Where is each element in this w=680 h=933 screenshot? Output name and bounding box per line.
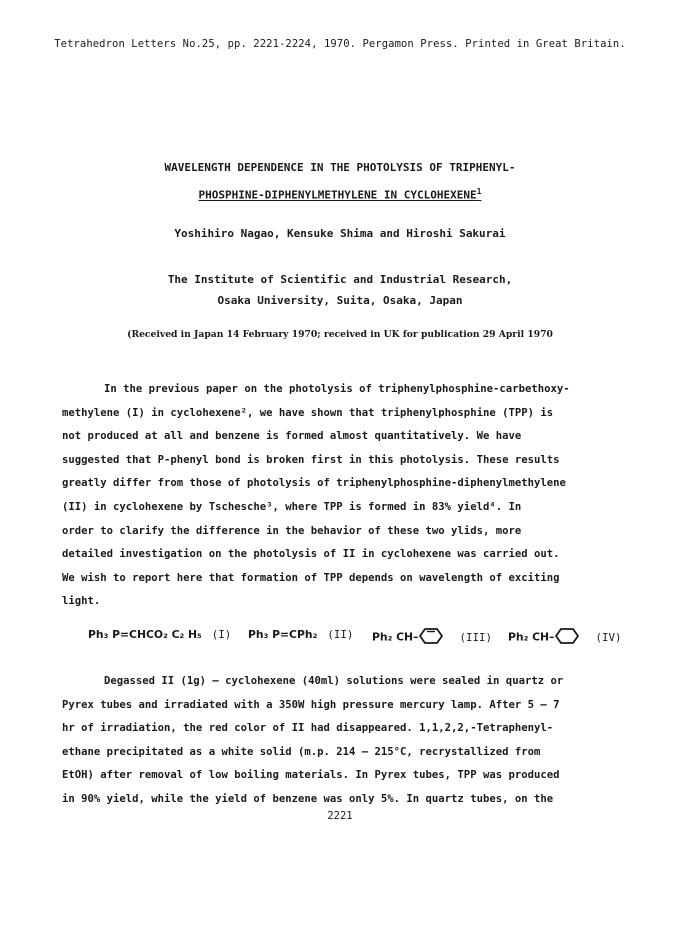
title-line-2	[0, 180, 680, 208]
formula-text: Ph₂ CH–	[508, 630, 555, 644]
paragraph-line: Pyrex tubes and irradiated with a 350W high pressure mercury lamp. After 5 – 7	[62, 698, 560, 711]
paragraph-intro	[62, 378, 622, 614]
formula-text: Ph₂ CH–	[372, 630, 419, 644]
cyclohexenyl-ring-icon	[419, 628, 443, 647]
paragraph-line: (II) in cyclohexene by Tschesche³, where TPP is formed in 83% yield⁴. In	[62, 500, 522, 513]
paragraph-line: detailed investigation on the photolysis of II in cyclohexene was carried out.	[62, 548, 560, 561]
affiliation	[0, 269, 680, 311]
paragraph-line: suggested that P-phenyl bond is broken first in this photolysis. These results	[62, 453, 560, 466]
chemical-formula-row	[0, 628, 680, 652]
paragraph-line: ethane precipitated as a white solid (m.p. 214 – 215°C, recrystallized from	[62, 745, 541, 758]
title-footnote-mark: 1	[476, 187, 482, 196]
paragraph-line: We wish to report here that formation of TPP depends on wavelength of exciting	[62, 571, 560, 584]
paragraph-line: Degassed II (1g) — cyclohexene (40ml) solutions were sealed in quartz or	[104, 675, 564, 687]
paragraph-line: light.	[62, 595, 101, 608]
author-list: Yoshihiro Nagao, Kensuke Shima and Hiroshi Sakurai	[174, 227, 506, 240]
formula-text: Ph₃ P=CHCO₂ C₂ H₅	[88, 628, 202, 641]
cyclohexyl-ring-icon	[555, 628, 579, 647]
paragraph-line: EtOH) after removal of low boiling materials. In Pyrex tubes, TPP was produced	[62, 769, 560, 782]
paragraph-line: greatly differ from those of photolysis of triphenylphosphine-diphenylmethylene	[62, 477, 566, 490]
paragraph-line: not produced at all and benzene is formed almost quantitatively. We have	[62, 430, 522, 443]
formula-IV	[508, 628, 621, 647]
formula-label: (III)	[459, 630, 492, 644]
paragraph-line: in 90% yield, while the yield of benzene was only 5%. In quartz tubes, on the	[62, 792, 554, 805]
formula-label: (II)	[327, 628, 354, 641]
page-number: 2221	[327, 810, 353, 822]
affiliation-line-2: Osaka University, Suita, Osaka, Japan	[217, 294, 463, 307]
title-line-2-text: PHOSPHINE-DIPHENYLMETHYLENE IN CYCLOHEXENE	[198, 188, 477, 202]
paragraph-line: methylene (I) in cyclohexene², we have shown that triphenylphosphine (TPP) is	[62, 406, 554, 419]
title-line-1: WAVELENGTH DEPENDENCE IN THE PHOTOLYSIS OF TRIPHENYL-	[164, 161, 516, 174]
formula-I	[88, 628, 231, 641]
received-dates: (Received in Japan 14 February 1970; received in UK for publication 29 April 1970	[127, 329, 553, 340]
paragraph-line: hr of irradiation, the red color of II had disappeared. 1,1,2,2,-Tetraphenyl-	[62, 722, 554, 735]
paragraph-line: order to clarify the difference in the behavior of these two ylids, more	[62, 524, 522, 537]
article-title	[0, 156, 680, 208]
affiliation-line-1: The Institute of Scientific and Industrial Research,	[167, 273, 513, 286]
formula-III	[372, 628, 492, 647]
formula-II	[248, 628, 353, 641]
paragraph-line: In the previous paper on the photolysis of triphenylphosphine-carbethoxy-	[104, 383, 570, 395]
formula-label: (IV)	[595, 630, 622, 644]
formula-label: (I)	[211, 628, 232, 641]
formula-text: Ph₃ P=CPh₂	[248, 628, 318, 641]
paragraph-experimental	[62, 670, 622, 812]
journal-citation-header: Tetrahedron Letters No.25, pp. 2221-2224, 1970. Pergamon Press. Printed in Great Britain.	[54, 38, 626, 50]
